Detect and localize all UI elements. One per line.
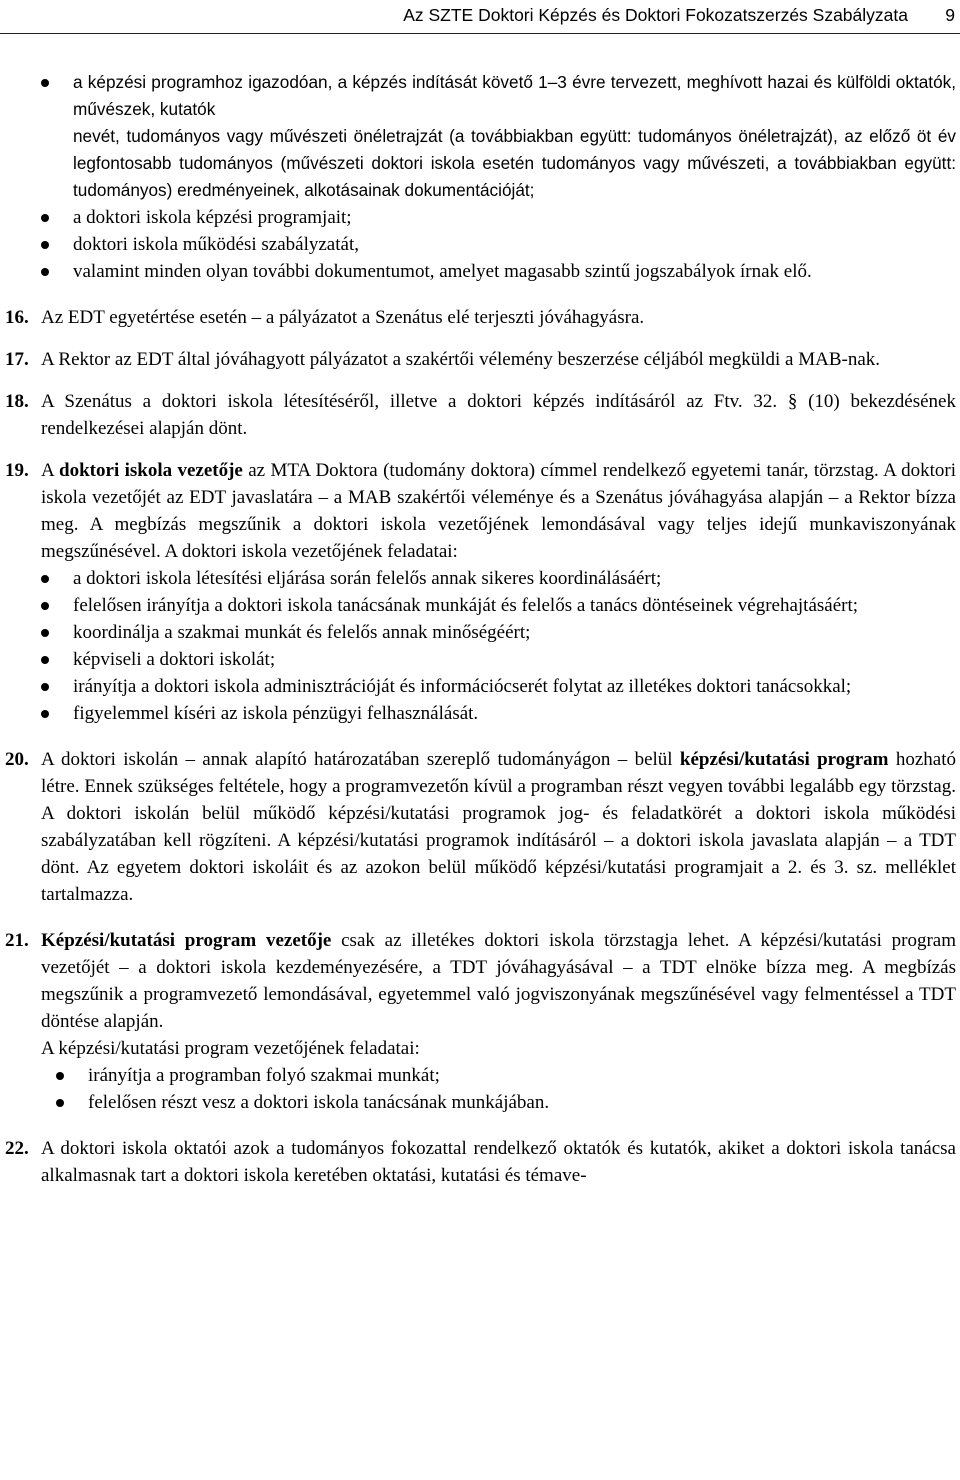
section-17 bbox=[0, 346, 960, 373]
page-number: 9 bbox=[945, 5, 955, 25]
bullet-icon bbox=[41, 602, 49, 610]
page-header bbox=[0, 2, 960, 28]
bullet-icon bbox=[41, 214, 49, 222]
bullet-icon bbox=[56, 1072, 64, 1080]
section-number: 17. bbox=[5, 349, 29, 370]
list-item: a doktori iskola létesítési eljárása során felelős annak sikeres koordinálásáért; bbox=[0, 565, 960, 592]
section-16 bbox=[0, 304, 960, 331]
section-21: 21. Képzési/kutatási program vezetője csak az illetékes doktori iskola törzstagja lehet. A képzési/kutatási program vezetőjét – a doktori iskola kezdeményezésére, a TDT jóváhagyásával – a TDT elnöke bízza meg. A megbízás megszűnik a programvezető lemondásával, egyetemmel való jogviszonyának megszűnésével vagy felmentéssel a TDT döntése alapján. bbox=[0, 927, 960, 1035]
emphasis: Képzési/kutatási program vezetője bbox=[41, 930, 332, 951]
bullet-icon bbox=[41, 241, 49, 249]
bullet-icon bbox=[41, 683, 49, 691]
list-item: irányítja a programban folyó szakmai munkát; bbox=[0, 1062, 960, 1089]
section-text: A doktori iskola oktatói azok a tudományos fokozattal rendelkező oktatók és kutatók, akiket a doktori iskola tanácsa alkalmasnak tart a doktori iskola keretében oktatási, kutatási és témave- bbox=[41, 1138, 956, 1186]
list-item: nevét, tudományos vagy művészeti önéletrajzát (a továbbiakban együtt: tudományos önéletrajzát), az előző öt év legfontosabb tudományos (művészeti doktori iskola esetén tudományos vagy művészeti, a továbbiakban együtt: tudományos) eredményeinek, alkotásainak dokumentációját; bbox=[73, 126, 956, 200]
list-item: doktori iskola működési szabályzatát, bbox=[0, 231, 960, 258]
bullet-icon bbox=[41, 268, 49, 276]
list-item: felelősen részt vesz a doktori iskola tanácsának munkájában. bbox=[0, 1089, 960, 1116]
section-number: 19. bbox=[5, 460, 29, 481]
bullet-icon bbox=[41, 629, 49, 637]
section-19: 19. A doktori iskola vezetője az MTA Doktora (tudomány doktora) címmel rendelkező egyetemi tanár, törzstag. A doktori iskola vezetőjét az EDT javaslatára – a MAB szakértői véleménye és a Szenátus jóváhagyása alapján – a Rektor bízza meg. A megbízás megszűnik a doktori iskola vezetőjének lemondásával vagy teljes idejű munkaviszonyának megszűnésével. A doktori iskola vezetőjének feladatai: bbox=[0, 457, 960, 565]
director-duties-list bbox=[0, 565, 960, 727]
list-item: a doktori iskola képzési programjait; bbox=[0, 204, 960, 231]
list-item: koordinálja a szakmai munkát és felelős annak minőségéért; bbox=[0, 619, 960, 646]
bullet-icon bbox=[41, 656, 49, 664]
submission-documents-list bbox=[0, 69, 960, 285]
section-number: 21. bbox=[5, 930, 29, 951]
list-item: a képzési programhoz igazodóan, a képzés indítását követő 1–3 évre tervezett, meghívott hazai és külföldi oktatók, művészek, kutatók bbox=[0, 69, 960, 123]
emphasis: képzési/kutatási program bbox=[679, 749, 889, 770]
section-22 bbox=[0, 1135, 960, 1189]
bullet-icon bbox=[56, 1099, 64, 1107]
program-director-duties-heading: A képzési/kutatási program vezetőjének feladatai: bbox=[41, 1038, 420, 1059]
section-text: A Rektor az EDT által jóváhagyott pályázatot a szakértői vélemény beszerzése céljából megküldi a MAB-nak. bbox=[41, 349, 881, 370]
bullet-icon bbox=[41, 710, 49, 718]
list-item: képviseli a doktori iskolát; bbox=[0, 646, 960, 673]
list-item: felelősen irányítja a doktori iskola tanácsának munkáját és felelős a tanács döntéseinek végrehajtásáért; bbox=[0, 592, 960, 619]
list-item: figyelemmel kíséri az iskola pénzügyi felhasználását. bbox=[0, 700, 960, 727]
section-text: Az EDT egyetértése esetén – a pályázatot a Szenátus elé terjeszti jóváhagyásra. bbox=[41, 307, 645, 328]
section-number: 20. bbox=[5, 749, 29, 770]
document-body bbox=[0, 69, 960, 1189]
bullet-icon bbox=[41, 79, 49, 87]
section-18 bbox=[0, 388, 960, 442]
document-title: Az SZTE Doktori Képzés és Doktori Fokozatszerzés Szabályzata bbox=[403, 5, 908, 25]
section-number: 18. bbox=[5, 391, 29, 412]
list-item: irányítja a doktori iskola adminisztrációját és információcserét folytat az illetékes doktori tanácsokkal; bbox=[0, 673, 960, 700]
bullet-icon bbox=[41, 575, 49, 583]
header-divider bbox=[0, 33, 960, 34]
emphasis: doktori iskola vezetője bbox=[59, 460, 243, 481]
section-20: 20. A doktori iskolán – annak alapító határozatában szereplő tudományágon – belül képzési/kutatási program hozható létre. Ennek szükséges feltétele, hogy a programvezetőn kívül a programban részt vegyen további legalább egy törzstag. A doktori iskolán belül működő képzési/kutatási programok jog- és feladatkörét a doktori iskola működési szabályzatában kell rögzíteni. A képzési/kutatási programok indításáról – a doktori iskola javaslata alapján – a TDT dönt. Az egyetem doktori iskoláit és az azokon belül működő képzési/kutatási programjait a 2. és 3. sz. melléklet tartalmazza. bbox=[0, 746, 960, 908]
section-number: 22. bbox=[5, 1138, 29, 1159]
section-number: 16. bbox=[5, 307, 29, 328]
section-text: A Szenátus a doktori iskola létesítéséről, illetve a doktori képzés indításáról az Ftv. 32. § (10) bekezdésének rendelkezései alapján dönt. bbox=[41, 391, 956, 439]
list-item: valamint minden olyan további dokumentumot, amelyet magasabb szintű jogszabályok írnak elő. bbox=[0, 258, 960, 285]
program-director-duties-list bbox=[0, 1062, 960, 1116]
